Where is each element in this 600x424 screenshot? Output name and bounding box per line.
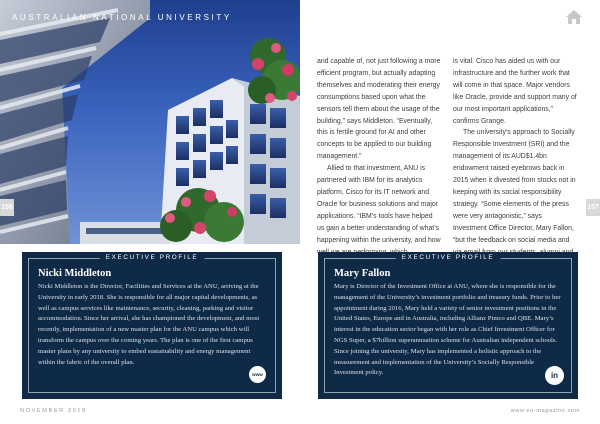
profile-bio: Mary is Director of the Investment Office at ANU, where she is responsible for the management of the University’s investment portfolio and treasury funds. Prior to her appointment during 2016, Mary held a variety of senior investment positions in the United States, Europe and in Australia, including Allianz Pimco and QBE. Mary’s interest in the education sector began with her role as Chief Investment Officer for NGS Super, a $7billion superannuation scheme for Australian independent schools. Since joining the university, Mary has implemented a holistic approach to the measurement and implementation of the University’s Socially Responsible Investment policy. <box>334 283 561 377</box>
article-paragraph: Allied to that investment, ANU is partnered with IBM for its analytics platform, Cisco for its IT network and Oracle for business solutions and major applications. “IBM’s tools have helped us gain a better understanding of what’s happening within the university, and how <box>317 165 441 244</box>
linkedin-icon-label: in <box>550 371 559 380</box>
profile-name: Nicki Middleton <box>38 268 112 279</box>
campus-building-photo <box>0 0 300 244</box>
article-paragraph: The university’s approach to Socially Responsible Investment (SRI) and the management of its AUD$1.4bn endowment raised eyebrows back in 2015 when it divested from stocks not in keeping with its social responsibility strategy. “Some elements of the press were very antagonistic,” says Investment Office Director, Mary Fallon, “but the feedback on social media and <box>453 129 576 244</box>
page-number-right: 157 <box>586 199 600 216</box>
profile-header-label: EXECUTIVE PROFILE <box>100 254 205 261</box>
article-column-1 <box>317 56 441 258</box>
profile-bio: Nicki Middleton is the Director, Facilities and Services at the ANU, arriving at the University in early 2018. She is responsible for all major capital developments, as well as campus services like maintenance, security, cleaning, parking and visitor accommodation. Since her arrival, she has championed the development, and most recently, implementation of a new master plan for the ANU campus which will transform the campus over the coming years. The plan is one of the first campus master plans by any university to embed sustainability and energy management within the fabric of the overall plan. <box>38 283 260 366</box>
building-illustration <box>0 0 300 244</box>
linkedin-icon[interactable] <box>545 366 564 385</box>
footer-website-link[interactable]: www.eu-magazine.com <box>510 408 580 414</box>
executive-profile-nicki-middleton <box>22 252 282 399</box>
article-paragraph: and capable of, not just following a more efficient program, but actually adapting themselves and moderating their energy consumptions based upon what the sensors tell them about the usage of the building,” says Middleton. “Eventually, this is fertile ground for AI and other concepts to be applied to our building management.” <box>317 58 441 161</box>
home-icon[interactable] <box>565 9 583 25</box>
university-name: AUSTRALIAN NATIONAL UNIVERSITY <box>12 13 232 22</box>
executive-profile-mary-fallon <box>318 252 578 399</box>
globe-www-icon[interactable] <box>249 366 266 383</box>
www-icon-label: www <box>252 372 263 377</box>
profile-header-label: EXECUTIVE PROFILE <box>396 254 501 261</box>
article-column-2 <box>453 56 577 270</box>
footer-issue-date: NOVEMBER 2018 <box>20 408 87 414</box>
article-paragraph: is vital. Cisco has aided us with our infrastructure and the further work that will come in that space. Major vendors like Oracle, provide and support many of our most important applications,” confirms Grange. <box>453 58 577 125</box>
page-number-left: 156 <box>0 199 14 216</box>
profile-name: Mary Fallon <box>334 268 391 279</box>
